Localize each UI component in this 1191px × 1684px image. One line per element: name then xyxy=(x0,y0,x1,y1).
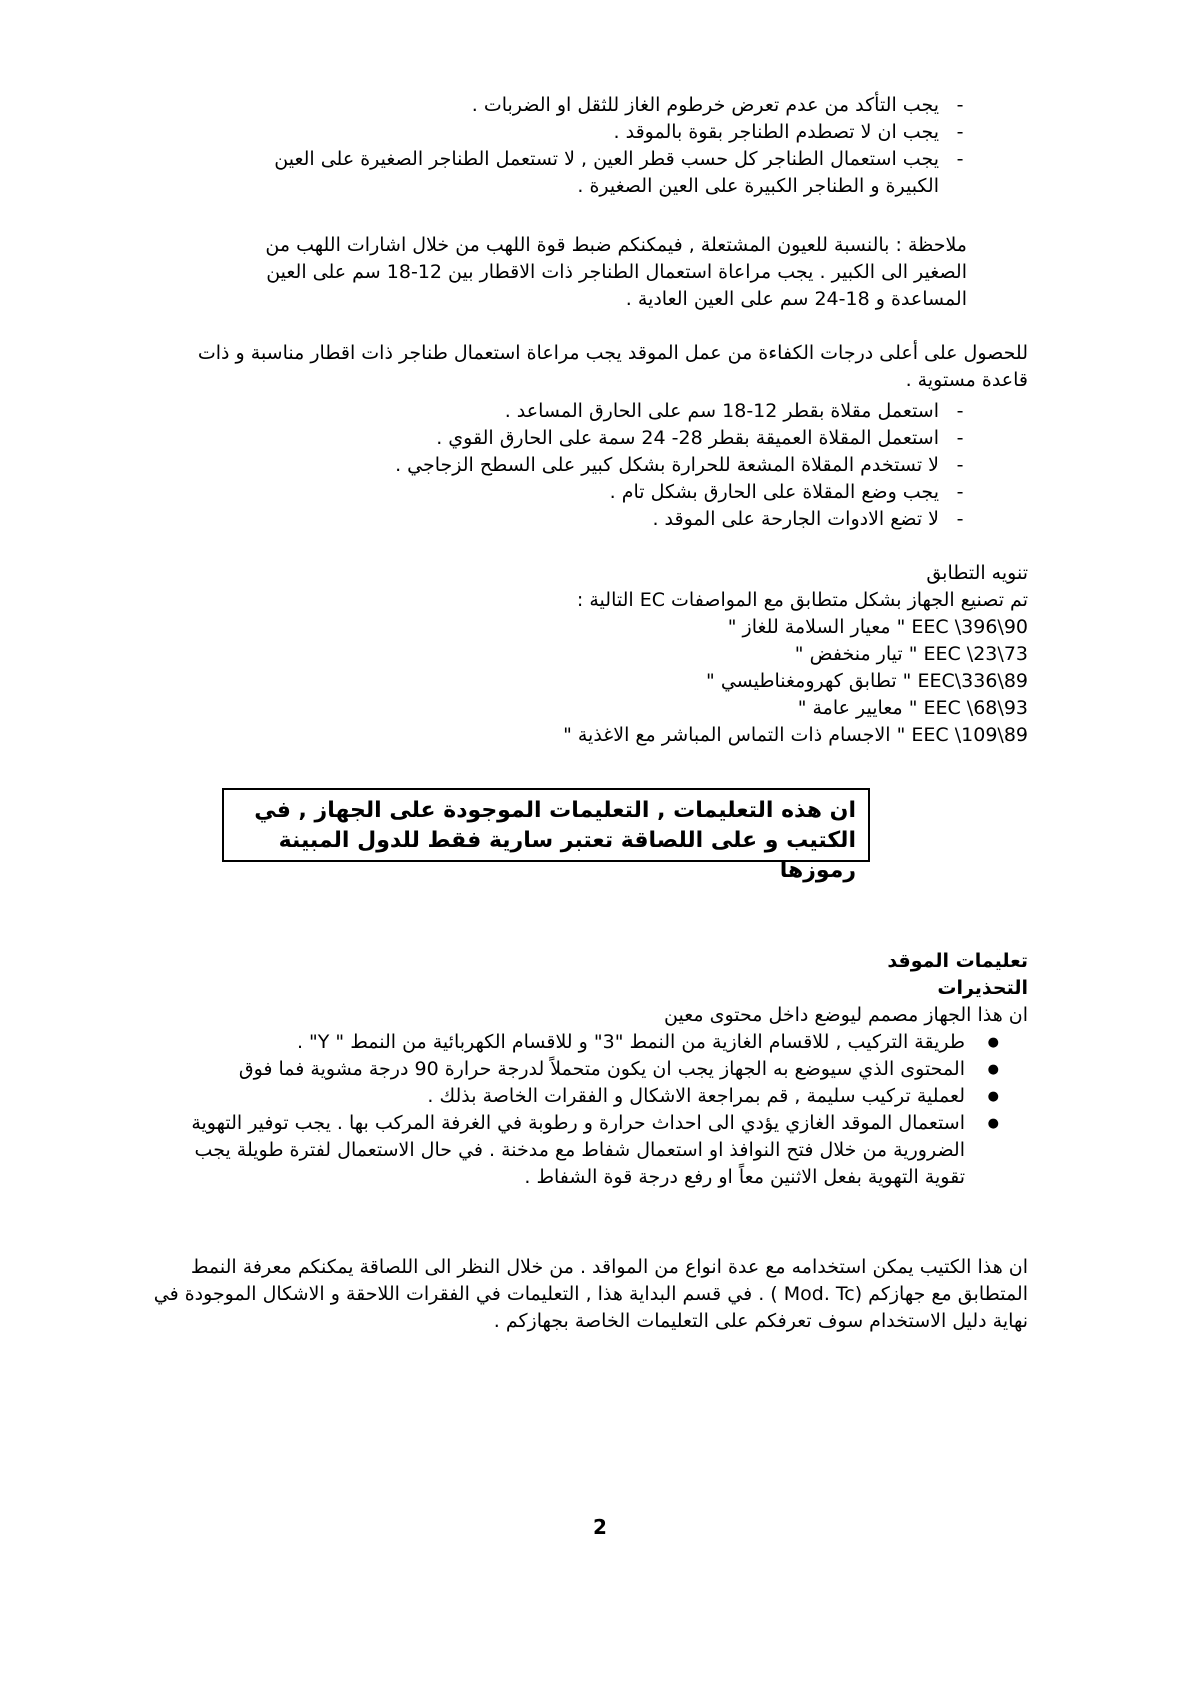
boxed-notice: ان هذه التعليمات , التعليمات الموجودة على الجهاز , في الكتيب و على اللصاقة تعتبر سارية فقط للدول المبينة رموزها xyxy=(222,788,870,862)
warnings-intro: ان هذا الجهاز مصمم ليوضع داخل محتوى معين xyxy=(664,1004,1028,1026)
list-item: ● طريقة التركيب , للاقسام الغازية من النمط "3" و للاقسام الكهربائية من النمط " Y" . xyxy=(161,1029,1001,1056)
conformity-intro: تم تصنيع الجهاز بشكل متطابق مع المواصفات EC التالية : xyxy=(576,589,1028,611)
list-item: - يجب ان لا تصطدم الطناجر بقوة بالموقد . xyxy=(217,119,967,146)
page-number: 2 xyxy=(593,1515,607,1539)
list-item: - استعمل مقلاة بقطر 12-18 سم على الحارق المساعد . xyxy=(267,398,967,425)
conformity-item: 73\23\ EEC " تيار منخفض " xyxy=(794,643,1028,665)
burner-note: ملاحظة : بالنسبة للعيون المشتعلة , فيمكنكم ضبط قوة اللهب من خلال اشارات اللهب من الصغير الى الكبير . يجب مراعاة استعمال الطناجر ذات الاقطار بين 12-18 سم على العين المساعدة و 18-24 سم على العين العادية . xyxy=(265,234,967,310)
warnings-list xyxy=(161,1029,1001,1191)
pan-list xyxy=(267,398,967,533)
list-item: - لا تضع الادوات الجارحة على الموقد . xyxy=(267,506,967,533)
top-safety-list xyxy=(217,92,967,200)
conformity-item: 90\396\ EEC " معيار السلامة للغاز " xyxy=(727,616,1028,638)
stove-instructions-section xyxy=(148,948,1028,1029)
list-item: ● لعملية تركيب سليمة , قم بمراجعة الاشكال و الفقرات الخاصة بذلك . xyxy=(161,1083,1001,1110)
list-item: - يجب التأكد من عدم تعرض خرطوم الغاز للثقل او الضربات . xyxy=(217,92,967,119)
conformity-item: 89\336\EEC " تطابق كهرومغناطيسي " xyxy=(706,670,1028,692)
conformity-heading: تنويه التطابق xyxy=(926,562,1028,584)
list-item: - يجب استعمال الطناجر كل حسب قطر العين , لا تستعمل الطناجر الصغيرة على العين الكبيرة و الطناجر الكبيرة على العين الصغيرة . xyxy=(217,146,967,200)
list-item: ● المحتوى الذي سيوضع به الجهاز يجب ان يكون متحملاً لدرجة حرارة 90 درجة مشوية فما فوق xyxy=(161,1056,1001,1083)
warnings-title: التحذيرات xyxy=(937,977,1028,999)
list-item: - يجب وضع المقلاة على الحارق بشكل تام . xyxy=(267,479,967,506)
list-item: ● استعمال الموقد الغازي يؤدي الى احداث حرارة و رطوبة في الغرفة المركب بها . يجب توفير التهوية الضرورية من خلال فتح النوافذ او استعمال شفاط مع مدخنة . في حال الاستعمال لفترة طويلة يجب تقوية التهوية بفعل الاثنين معاً او رفع درجة قوة الشفاط . xyxy=(161,1110,1001,1191)
list-item: - لا تستخدم المقلاة المشعة للحرارة بشكل كبير على السطح الزجاجي . xyxy=(267,452,967,479)
conformity-item: 93\68\ EEC " معايير عامة " xyxy=(797,697,1028,719)
conformity-item: 89\109\ EEC " الاجسام ذات التماس المباشر مع الاغذية " xyxy=(563,724,1028,746)
section-title: تعليمات الموقد xyxy=(887,950,1028,972)
efficiency-intro: للحصول على أعلى درجات الكفاءة من عمل الموقد يجب مراعاة استعمال طناجر ذات اقطار مناسبة و ذات قاعدة مستوية . xyxy=(197,342,1028,391)
conformity-section xyxy=(228,560,1028,749)
closing-paragraph: ان هذا الكتيب يمكن استخدامه مع عدة انواع من المواقد . من خلال النظر الى اللصاقة يمكنكم معرفة النمط المتطابق مع جهازكم (Mod. Tc ) . في قسم البداية هذا , التعليمات في الفقرات اللاحقة و الاشكال الموجودة في نهاية دليل الاستخدام سوف تعرفكم على التعليمات الخاصة بجهازكم . xyxy=(153,1256,1028,1332)
list-item: - استعمل المقلاة العميقة بقطر 28- 24 سمة على الحارق القوي . xyxy=(267,425,967,452)
